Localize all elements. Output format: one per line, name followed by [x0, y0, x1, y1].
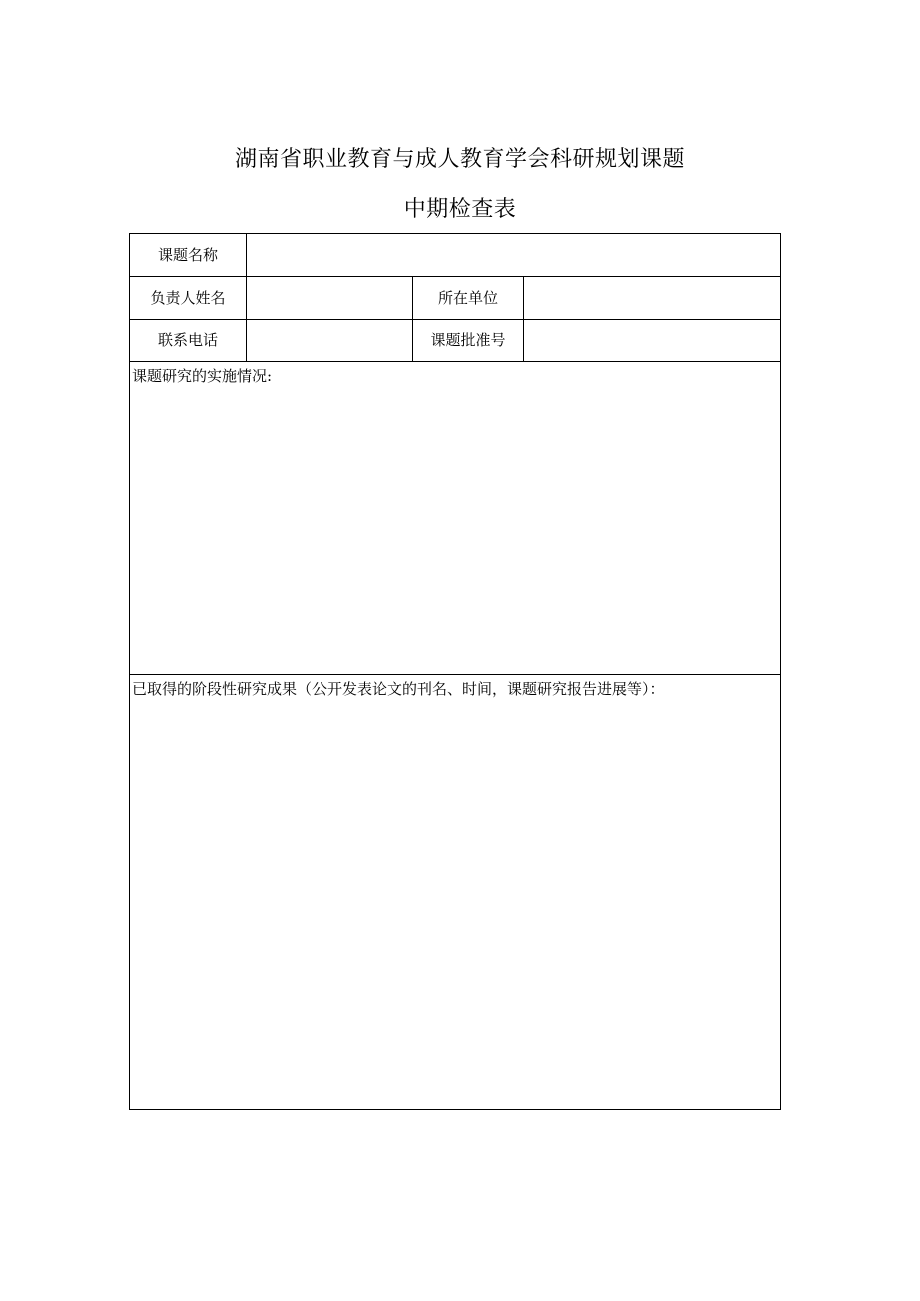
unit-label: 所在单位 — [437, 289, 498, 307]
row-divider — [130, 674, 780, 675]
unit-field[interactable] — [524, 277, 780, 319]
implementation-field[interactable] — [130, 388, 780, 673]
document-subtitle: 中期检查表 — [403, 197, 517, 222]
inspection-form — [129, 233, 781, 1110]
leader-name-field[interactable] — [247, 277, 412, 319]
implementation-label: 课题研究的实施情况: — [132, 367, 273, 385]
results-field[interactable] — [130, 701, 780, 1108]
approval-number-field[interactable] — [524, 320, 780, 361]
row-divider — [130, 361, 780, 362]
phone-label: 联系电话 — [157, 331, 218, 349]
results-label: 已取得的阶段性研究成果（公开发表论文的刊名、时间，课题研究报告进展等）： — [132, 680, 665, 698]
project-name-field[interactable] — [247, 234, 780, 276]
phone-field[interactable] — [247, 320, 412, 361]
approval-number-label: 课题批准号 — [430, 331, 506, 349]
leader-name-label: 负责人姓名 — [150, 289, 226, 307]
document-title: 湖南省职业教育与成人教育学会科研规划课题 — [234, 147, 685, 172]
project-name-label: 课题名称 — [157, 246, 218, 264]
